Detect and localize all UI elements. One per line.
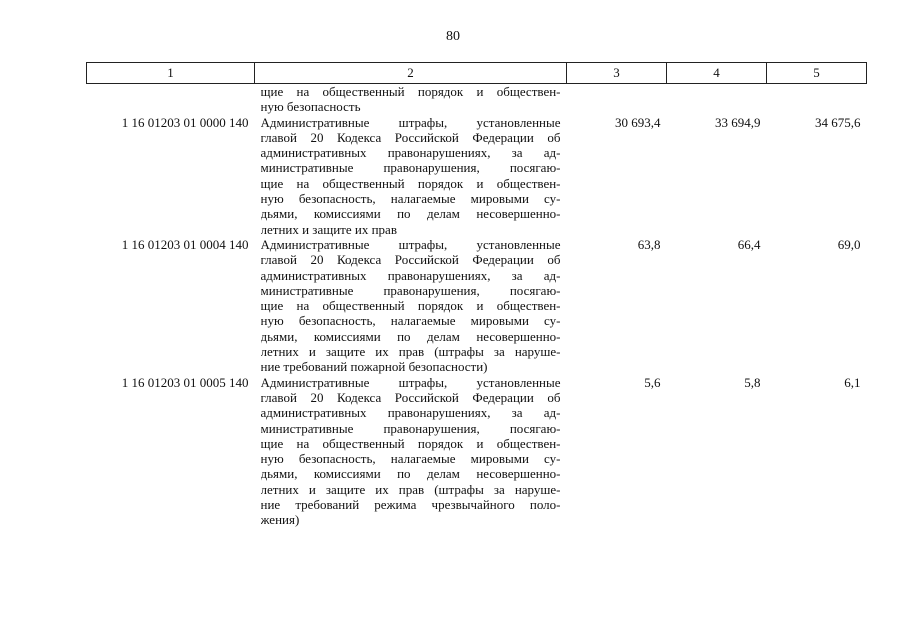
- cell-code: 1 16 01203 01 0000 140: [121, 114, 249, 130]
- description-line: главой 20 Кодекса Российской Федерации об: [260, 389, 561, 405]
- table-row: [87, 237, 867, 375]
- cell-code: [87, 84, 255, 115]
- cell-description: [255, 237, 567, 375]
- column-header-2: 2: [255, 63, 567, 84]
- cell-code: 1 16 01203 01 0005 140: [121, 374, 249, 390]
- table-body: [87, 84, 867, 528]
- cell-value-5: 6,1: [844, 374, 861, 390]
- description-line: Административные штрафы, установленные: [260, 236, 561, 252]
- description-line: ную безопасность: [260, 99, 361, 115]
- description-line: главой 20 Кодекса Российской Федерации об: [260, 129, 561, 145]
- budget-table: [86, 62, 867, 528]
- column-header-4: 4: [667, 63, 767, 84]
- description-line: летних и защите их прав: [260, 221, 397, 237]
- description-line: ную безопасность, налагаемые мировыми су-: [260, 191, 561, 207]
- cell-value-4: 5,8: [744, 374, 761, 390]
- description-line: дьями, комиссиями по делам несовершенно-: [260, 466, 561, 482]
- description-line: Административные штрафы, установленные: [260, 374, 561, 390]
- cell-value-3: 5,6: [644, 374, 661, 390]
- description-line: дьями, комиссиями по делам несовершенно-: [260, 328, 561, 344]
- description-line: жения): [260, 512, 300, 528]
- table-header: [87, 63, 867, 84]
- header-row: [87, 63, 867, 84]
- cell-description: [255, 84, 567, 115]
- column-header-5: 5: [767, 63, 867, 84]
- cell-value-5: 69,0: [837, 236, 861, 252]
- cell-value-3: [567, 84, 667, 115]
- description-line: ную безопасность, налагаемые мировыми су-: [260, 451, 561, 467]
- cell-value-4: [667, 84, 767, 115]
- description-line: летних и защите их прав (штрафы за наруше-: [260, 481, 561, 497]
- description-line: летних и защите их прав (штрафы за наруше-: [260, 344, 561, 360]
- table-row-continuation: [87, 84, 867, 115]
- description-line: ние требований пожарной безопасности): [260, 359, 488, 375]
- description-line: щие на общественный порядок и обществен-: [260, 298, 561, 314]
- cell-description: [255, 375, 567, 528]
- description-line: Административные штрафы, установленные: [260, 114, 561, 130]
- description-line: дьями, комиссиями по делам несовершенно-: [260, 206, 561, 222]
- description-line: щие на общественный порядок и обществен-: [260, 175, 561, 191]
- cell-description: [255, 115, 567, 237]
- description-line: административных правонарушениях, за ад-: [260, 145, 561, 161]
- description-line: министративные правонарушения, посягаю-: [260, 420, 561, 436]
- description-line: административных правонарушениях, за ад-: [260, 267, 561, 283]
- description-line: главой 20 Кодекса Российской Федерации об: [260, 252, 561, 268]
- cell-value-4: 33 694,9: [715, 114, 761, 130]
- description-line: щие на общественный порядок и обществен-: [260, 84, 561, 99]
- description-line: ную безопасность, налагаемые мировыми су-: [260, 313, 561, 329]
- cell-value-5: 34 675,6: [815, 114, 861, 130]
- cell-value-4: 66,4: [737, 236, 761, 252]
- cell-value-5: [767, 84, 867, 115]
- description-line: министративные правонарушения, посягаю-: [260, 282, 561, 298]
- table-row: [87, 115, 867, 237]
- description-line: административных правонарушениях, за ад-: [260, 405, 561, 421]
- column-header-1: 1: [87, 63, 255, 84]
- cell-value-3: 63,8: [637, 236, 661, 252]
- cell-value-3: 30 693,4: [615, 114, 661, 130]
- column-header-3: 3: [567, 63, 667, 84]
- description-line: щие на общественный порядок и обществен-: [260, 435, 561, 451]
- description-line: министративные правонарушения, посягаю-: [260, 160, 561, 176]
- table-row: [87, 375, 867, 528]
- cell-code: 1 16 01203 01 0004 140: [121, 236, 249, 252]
- page-number: 80: [446, 29, 460, 44]
- description-line: ние требований режима чрезвычайного поло-: [260, 497, 561, 513]
